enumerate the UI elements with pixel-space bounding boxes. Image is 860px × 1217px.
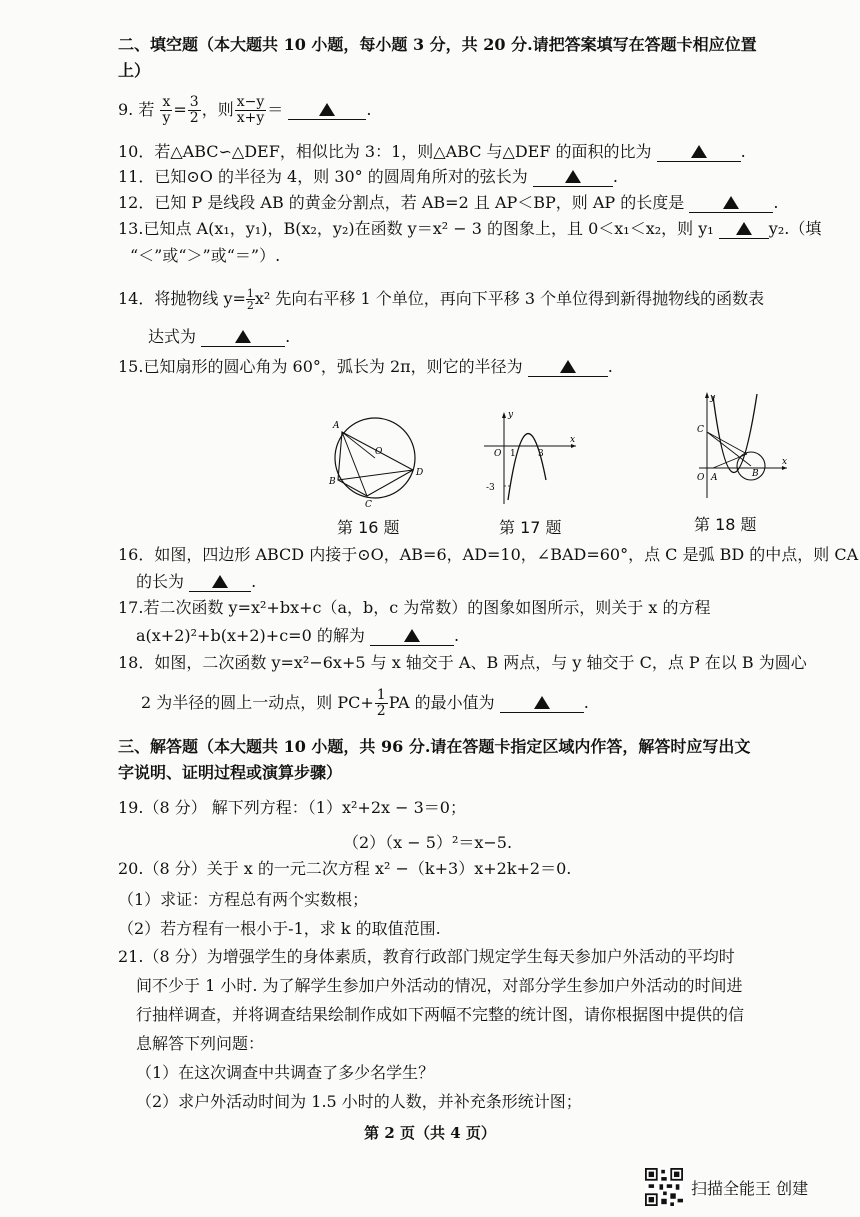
q9-num: 9. (118, 100, 134, 119)
question-21-line3: 行抽样调查，并将调查结果绘制作成如下两幅不完整的统计图，请你根据图中提供的信 (136, 1005, 745, 1024)
question-21-part2: （2）求户外活动时间为 1.5 小时的人数，并补充条形统计图； (136, 1092, 582, 1111)
fig16-label-a: A (333, 421, 340, 431)
section2-title-cont: 上） (118, 61, 151, 80)
fig16-label-o: O (375, 447, 383, 457)
fig18-label-x: x (782, 457, 788, 467)
fig18-label-a: A (711, 473, 718, 483)
figure-18-diagram (695, 390, 790, 502)
caption-18: 第 18 题 (694, 515, 757, 534)
question-20-part2: （2）若方程有一根小于-1，求 k 的取值范围. (118, 919, 441, 938)
triangle-icon (565, 170, 581, 183)
question-13: 13.已知点 A(x₁，y₁)，B(x₂，y₂)在函数 y＝x² − 3 的图象上，且 0＜x₁＜x₂，则 y₁ y₂.（填 (118, 219, 822, 238)
answer-blank[interactable] (189, 573, 251, 592)
q9-pre: 若 (138, 100, 155, 119)
fig16-label-b: B (329, 477, 336, 487)
question-20-part1: （1）求证：方程总有两个实数根； (118, 890, 369, 909)
question-18: 18．如图，二次函数 y=x²−6x+5 与 x 轴交于 A、B 两点，与 y 轴交于 C，点 P 在以 B 为圆心 (118, 653, 807, 672)
answer-blank[interactable] (657, 143, 741, 162)
section3-title: 三、解答题（本大题共 10 小题，共 96 分.请在答题卡指定区域内作答，解答时应写出文 (118, 737, 751, 756)
page-footer: 第 2 页（共 4 页） (364, 1124, 496, 1142)
fig17-label-3: 3 (538, 449, 544, 459)
fig17-label-neg3: -3 (486, 483, 495, 493)
question-14: 14．将抛物线 y= $\frac{1}{2}$ x² 先向右平移 1 个单位，再向下平移 3 个单位得到新得抛物线的函数表 (118, 287, 765, 312)
answer-blank[interactable] (533, 168, 613, 187)
question-19-part2: （2）（x − 5）²＝x−5. (343, 833, 513, 852)
q14-frac: $\frac{1}{2}$ (246, 287, 254, 312)
question-18-cont: 2 为半径的圆上一动点，则 PC+ $\frac{1}{2}$ PA 的最小值为 . (141, 687, 589, 719)
fig18-label-c: C (697, 425, 704, 435)
triangle-icon (560, 360, 576, 373)
question-9: 9. 若 $\frac{x}{y}$ = $\frac{3}{2}$ ，则 $\frac{x-y}{x+y}$ ＝ . (118, 94, 372, 126)
watermark-text: 扫描全能王 创建 (691, 1178, 809, 1198)
question-16: 16．如图，四边形 ABCD 内接于⊙O，AB=6，AD=10，∠BAD=60°，点 C 是弧 BD 的中点，则 CA (118, 545, 859, 564)
caption-17: 第 17 题 (499, 518, 562, 537)
fig18-label-y: y (710, 393, 716, 403)
section2-title: 二、填空题（本大题共 10 小题，每小题 3 分，共 20 分.请把答案填写在答题卡相应位置 (118, 35, 757, 54)
question-15: 15.已知扇形的圆心角为 60°，弧长为 2π，则它的半径为 . (118, 357, 613, 376)
fig17-label-x: x (570, 435, 576, 445)
figure-16-diagram (325, 410, 425, 510)
question-10: 10．若△ABC∽△DEF，相似比为 3：1，则△ABC 与△DEF 的面积的比为 . (118, 142, 746, 161)
triangle-icon (691, 145, 707, 158)
question-13-cont: “＜”或“＞”或“＝”）. (130, 246, 281, 265)
q9-frac-32: $\frac{3}{2}$ (189, 94, 199, 126)
fig18-label-b: B (752, 469, 759, 479)
triangle-icon (404, 629, 420, 642)
question-21-line2: 间不少于 1 小时. 为了解学生参加户外活动的情况，对部分学生参加户外活动的时间进 (136, 976, 743, 995)
answer-blank[interactable] (201, 328, 285, 347)
q18-frac: $\frac{1}{2}$ (376, 687, 386, 719)
q9-frac-expr: $\frac{x-y}{x+y}$ (236, 94, 265, 126)
fig17-label-1: 1 (510, 449, 516, 459)
question-20: 20.（8 分）关于 x 的一元二次方程 x² −（k+3）x+2k+2＝0. (118, 859, 572, 878)
figure-17-diagram (480, 408, 580, 508)
triangle-icon (723, 196, 739, 209)
question-17: 17.若二次函数 y=x²+bx+c（a，b，c 为常数）的图象如图所示，则关于 x 的方程 (118, 598, 711, 617)
question-12: 12．已知 P 是线段 AB 的黄金分割点，若 AB=2 且 AP＜BP，则 AP 的长度是 . (118, 193, 779, 212)
section3-title-cont: 字说明、证明过程或演算步骤） (118, 763, 343, 782)
question-16-cont: 的长为 . (136, 572, 257, 591)
triangle-icon (235, 330, 251, 343)
triangle-icon (736, 222, 752, 235)
question-14-cont: 达式为 . (148, 327, 291, 346)
question-21-line1: 21.（8 分）为增强学生的身体素质，教育行政部门规定学生每天参加户外活动的平均时 (118, 947, 735, 966)
question-11: 11．已知⊙O 的半径为 4，则 30° 的圆周角所对的弦长为 . (118, 167, 618, 186)
answer-blank[interactable] (719, 220, 769, 239)
fig18-label-o: O (697, 473, 705, 483)
question-21-line4: 息解答下列问题： (136, 1034, 265, 1053)
triangle-icon (319, 103, 335, 116)
answer-blank[interactable] (528, 358, 608, 377)
fig16-label-d: D (416, 468, 424, 478)
caption-16: 第 16 题 (337, 518, 400, 537)
question-17-cont: a(x+2)²+b(x+2)+c=0 的解为 . (136, 626, 460, 645)
answer-blank[interactable] (370, 627, 454, 646)
question-21-part1: （1）在这次调查中共调查了多少名学生？ (136, 1063, 435, 1082)
scanner-watermark (645, 1168, 808, 1206)
fig17-label-y: y (508, 410, 514, 420)
fig16-label-c: C (365, 500, 372, 510)
q9-frac-xy: $\frac{x}{y}$ (162, 94, 171, 126)
triangle-icon (212, 575, 228, 588)
question-19: 19.（8 分） 解下列方程：（1）x²+2x − 3＝0； (118, 798, 466, 817)
answer-blank[interactable] (288, 101, 366, 120)
fig17-label-o: O (494, 449, 502, 459)
answer-blank[interactable] (689, 194, 773, 213)
qr-code-icon (645, 1168, 683, 1206)
answer-blank[interactable] (500, 694, 584, 713)
triangle-icon (534, 696, 550, 709)
